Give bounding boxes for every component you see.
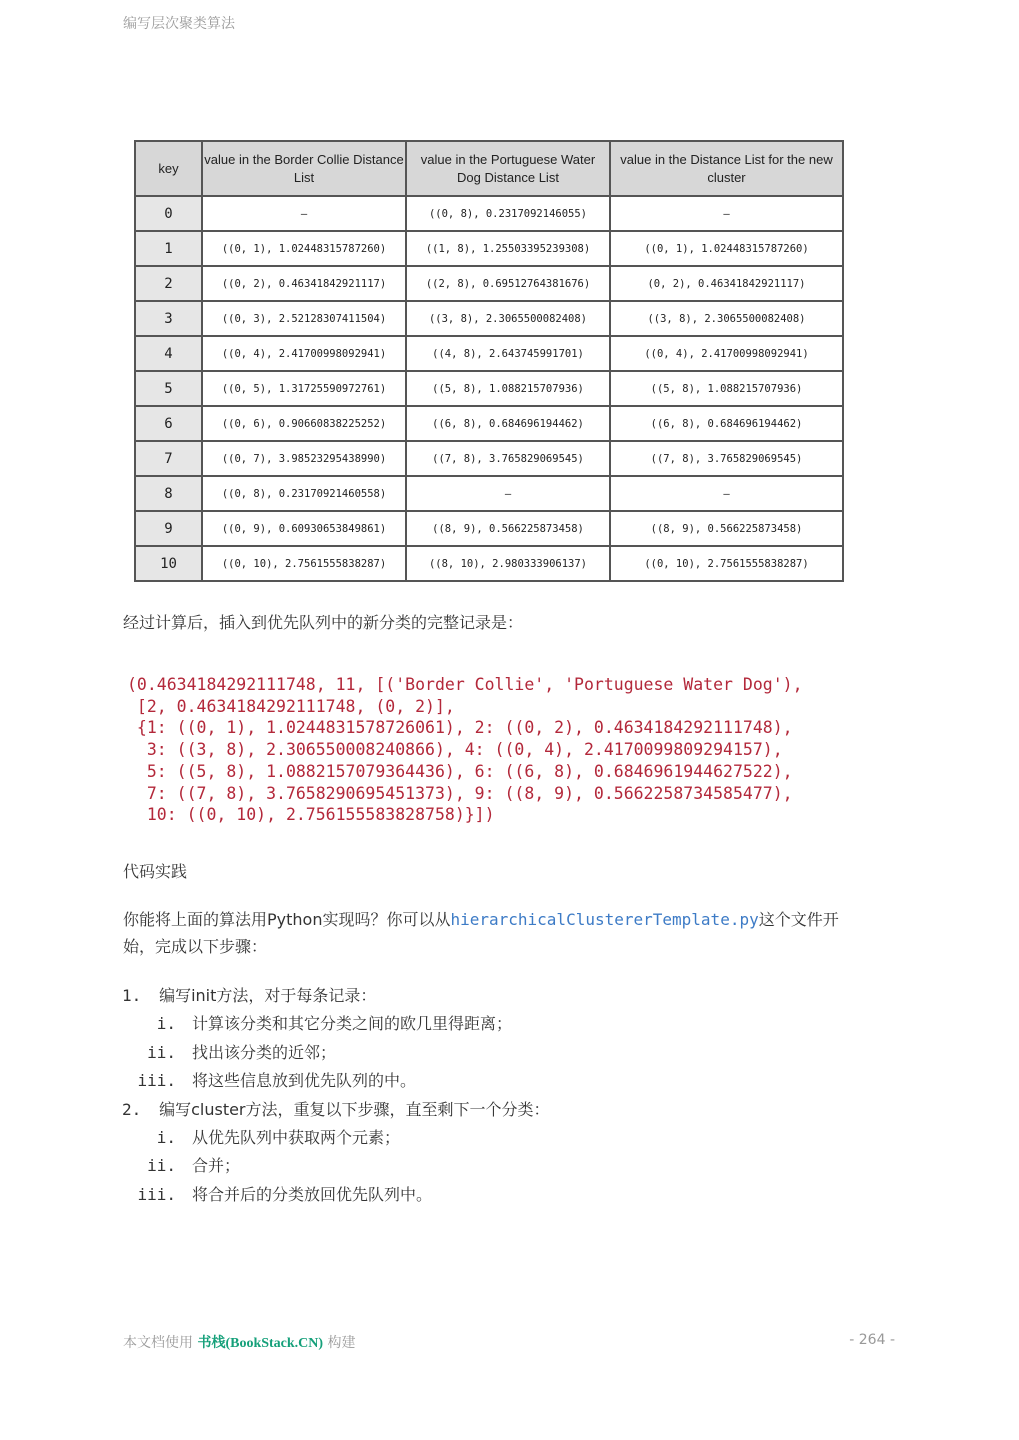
substep-marker: i. <box>156 1128 176 1147</box>
value-cell: ((0, 8), 0.23170921460558) <box>202 476 406 511</box>
value-cell: ((8, 10), 2.980333906137) <box>406 546 610 581</box>
key-cell: 10 <box>135 546 202 581</box>
substep-text: 将合并后的分类放回优先队列中。 <box>192 1184 433 1204</box>
value-cell: ((3, 8), 2.3065500082408) <box>406 301 610 336</box>
table-row <box>135 266 843 301</box>
value-cell: ((0, 1), 1.02448315787260) <box>202 231 406 266</box>
step-item <box>122 983 376 1006</box>
substep-marker: iii. <box>137 1071 176 1091</box>
substep-text: 找出该分类的近邻； <box>192 1042 337 1062</box>
step-item <box>122 1097 550 1120</box>
template-file-link[interactable]: hierarchicalClustererTemplate.py <box>450 910 759 929</box>
key-cell: 7 <box>135 441 202 476</box>
value-cell: (0, 2), 0.46341842921117) <box>610 266 843 301</box>
table-row <box>135 371 843 406</box>
code-line: (0.4634184292111748, 11, [('Border Collie', 'Portuguese Water Dog'), <box>127 675 803 694</box>
substep-marker: ii. <box>147 1156 176 1176</box>
value-cell: ((0, 1), 1.02448315787260) <box>610 231 843 266</box>
code-line: 7: ((7, 8), 3.7658290695451373), 9: ((8, 9), 0.5662258734585477), <box>127 783 793 803</box>
key-cell: 5 <box>135 371 202 406</box>
value-cell: ((0, 6), 0.90660838225252) <box>202 406 406 441</box>
page-number: - 264 - <box>849 1332 895 1348</box>
code-line: 3: ((3, 8), 2.306550008240866), 4: ((0, 4), 2.4170099809294157), <box>127 740 783 760</box>
paragraph-line2: 始，完成以下步骤： <box>123 937 268 956</box>
bookstack-link[interactable]: 书栈(BookStack.CN) <box>197 1336 324 1351</box>
table-row <box>135 301 843 336</box>
step-text: 编写init方法，对于每条记录： <box>159 986 377 1005</box>
substep-item <box>122 1153 240 1176</box>
distance-table <box>134 140 844 582</box>
key-cell: 2 <box>135 266 202 301</box>
column-header: value in the Portuguese Water Dog Distance List <box>406 141 610 196</box>
value-cell: ((0, 8), 0.2317092146055) <box>406 196 610 231</box>
value-cell: ((7, 8), 3.765829069545) <box>610 441 843 476</box>
substep-text: 将这些信息放到优先队列的中。 <box>192 1071 417 1091</box>
substep-item <box>122 1040 336 1063</box>
value-cell: ((6, 8), 0.684696194462) <box>610 406 843 441</box>
key-cell: 0 <box>135 196 202 231</box>
value-cell: ((0, 4), 2.41700998092941) <box>610 336 843 371</box>
table-row <box>135 231 843 266</box>
value-cell: ((4, 8), 2.643745991701) <box>406 336 610 371</box>
value-cell: ((0, 2), 0.46341842921117) <box>202 266 406 301</box>
table-row <box>135 476 843 511</box>
step-text: 编写cluster方法，重复以下步骤，直至剩下一个分类： <box>159 1099 550 1119</box>
column-header: value in the Border Collie Distance List <box>202 141 406 196</box>
value-cell: ((0, 10), 2.7561555838287) <box>610 546 843 581</box>
paragraph <box>123 906 903 960</box>
footer-credit <box>123 1332 356 1352</box>
step-marker: 1. <box>122 986 142 1005</box>
code-line: 5: ((5, 8), 1.0882157079364436), 6: ((6, 8), 0.6846961944627522), <box>127 761 793 781</box>
code-line: {1: ((0, 1), 1.0244831578726061), 2: ((0, 2), 0.4634184292111748), <box>127 718 793 738</box>
value-cell: – <box>406 476 610 511</box>
paragraph-text-end: 这个文件开 <box>758 910 839 929</box>
substep-item <box>122 1125 400 1148</box>
table-row <box>135 511 843 546</box>
substep-text: 从优先队列中获取两个元素； <box>192 1128 401 1147</box>
value-cell: ((8, 9), 0.566225873458) <box>610 511 843 546</box>
footer-suffix: 构建 <box>323 1335 356 1351</box>
value-cell: ((0, 9), 0.60930653849861) <box>202 511 406 546</box>
value-cell: ((5, 8), 1.088215707936) <box>406 371 610 406</box>
value-cell: ((0, 3), 2.52128307411504) <box>202 301 406 336</box>
code-block <box>127 674 803 826</box>
value-cell: ((5, 8), 1.088215707936) <box>610 371 843 406</box>
section-title: 代码实践 <box>123 862 188 881</box>
value-cell: ((2, 8), 0.69512764381676) <box>406 266 610 301</box>
table-row <box>135 406 843 441</box>
substep-item <box>122 1068 416 1091</box>
substep-marker: iii. <box>137 1184 176 1204</box>
substep-text: 合并； <box>192 1156 241 1176</box>
key-cell: 4 <box>135 336 202 371</box>
paragraph-text: 你能将上面的算法用Python实现吗？你可以从 <box>123 910 451 929</box>
column-header: key <box>135 141 202 196</box>
table-row <box>135 196 843 231</box>
substep-marker: ii. <box>147 1042 176 1062</box>
value-cell: – <box>202 196 406 231</box>
intro-text: 经过计算后，插入到优先队列中的新分类的完整记录是： <box>123 613 524 632</box>
running-header: 编写层次聚类算法 <box>123 16 235 32</box>
value-cell: ((7, 8), 3.765829069545) <box>406 441 610 476</box>
value-cell: ((0, 10), 2.7561555838287) <box>202 546 406 581</box>
table-row <box>135 546 843 581</box>
table-header-row <box>135 141 843 196</box>
value-cell: ((0, 4), 2.41700998092941) <box>202 336 406 371</box>
step-marker: 2. <box>122 1099 142 1119</box>
table-row <box>135 441 843 476</box>
key-cell: 9 <box>135 511 202 546</box>
value-cell: ((0, 7), 3.98523295438990) <box>202 441 406 476</box>
key-cell: 6 <box>135 406 202 441</box>
substep-item <box>122 1011 512 1034</box>
substep-text: 计算该分类和其它分类之间的欧几里得距离； <box>192 1014 513 1034</box>
table-row <box>135 336 843 371</box>
value-cell: ((3, 8), 2.3065500082408) <box>610 301 843 336</box>
key-cell: 1 <box>135 231 202 266</box>
substep-marker: i. <box>156 1014 176 1034</box>
footer-prefix: 本文档使用 <box>123 1335 198 1351</box>
key-cell: 8 <box>135 476 202 511</box>
code-line: 10: ((0, 10), 2.756155583828758)}]) <box>127 805 495 825</box>
value-cell: ((6, 8), 0.684696194462) <box>406 406 610 441</box>
value-cell: ((8, 9), 0.566225873458) <box>406 511 610 546</box>
column-header: value in the Distance List for the new cluster <box>610 141 843 196</box>
value-cell: – <box>610 196 843 231</box>
value-cell: – <box>610 476 843 511</box>
value-cell: ((0, 5), 1.31725590972761) <box>202 371 406 406</box>
substep-item <box>122 1182 432 1205</box>
code-line: [2, 0.4634184292111748, (0, 2)], <box>127 696 455 716</box>
value-cell: ((1, 8), 1.25503395239308) <box>406 231 610 266</box>
key-cell: 3 <box>135 301 202 336</box>
